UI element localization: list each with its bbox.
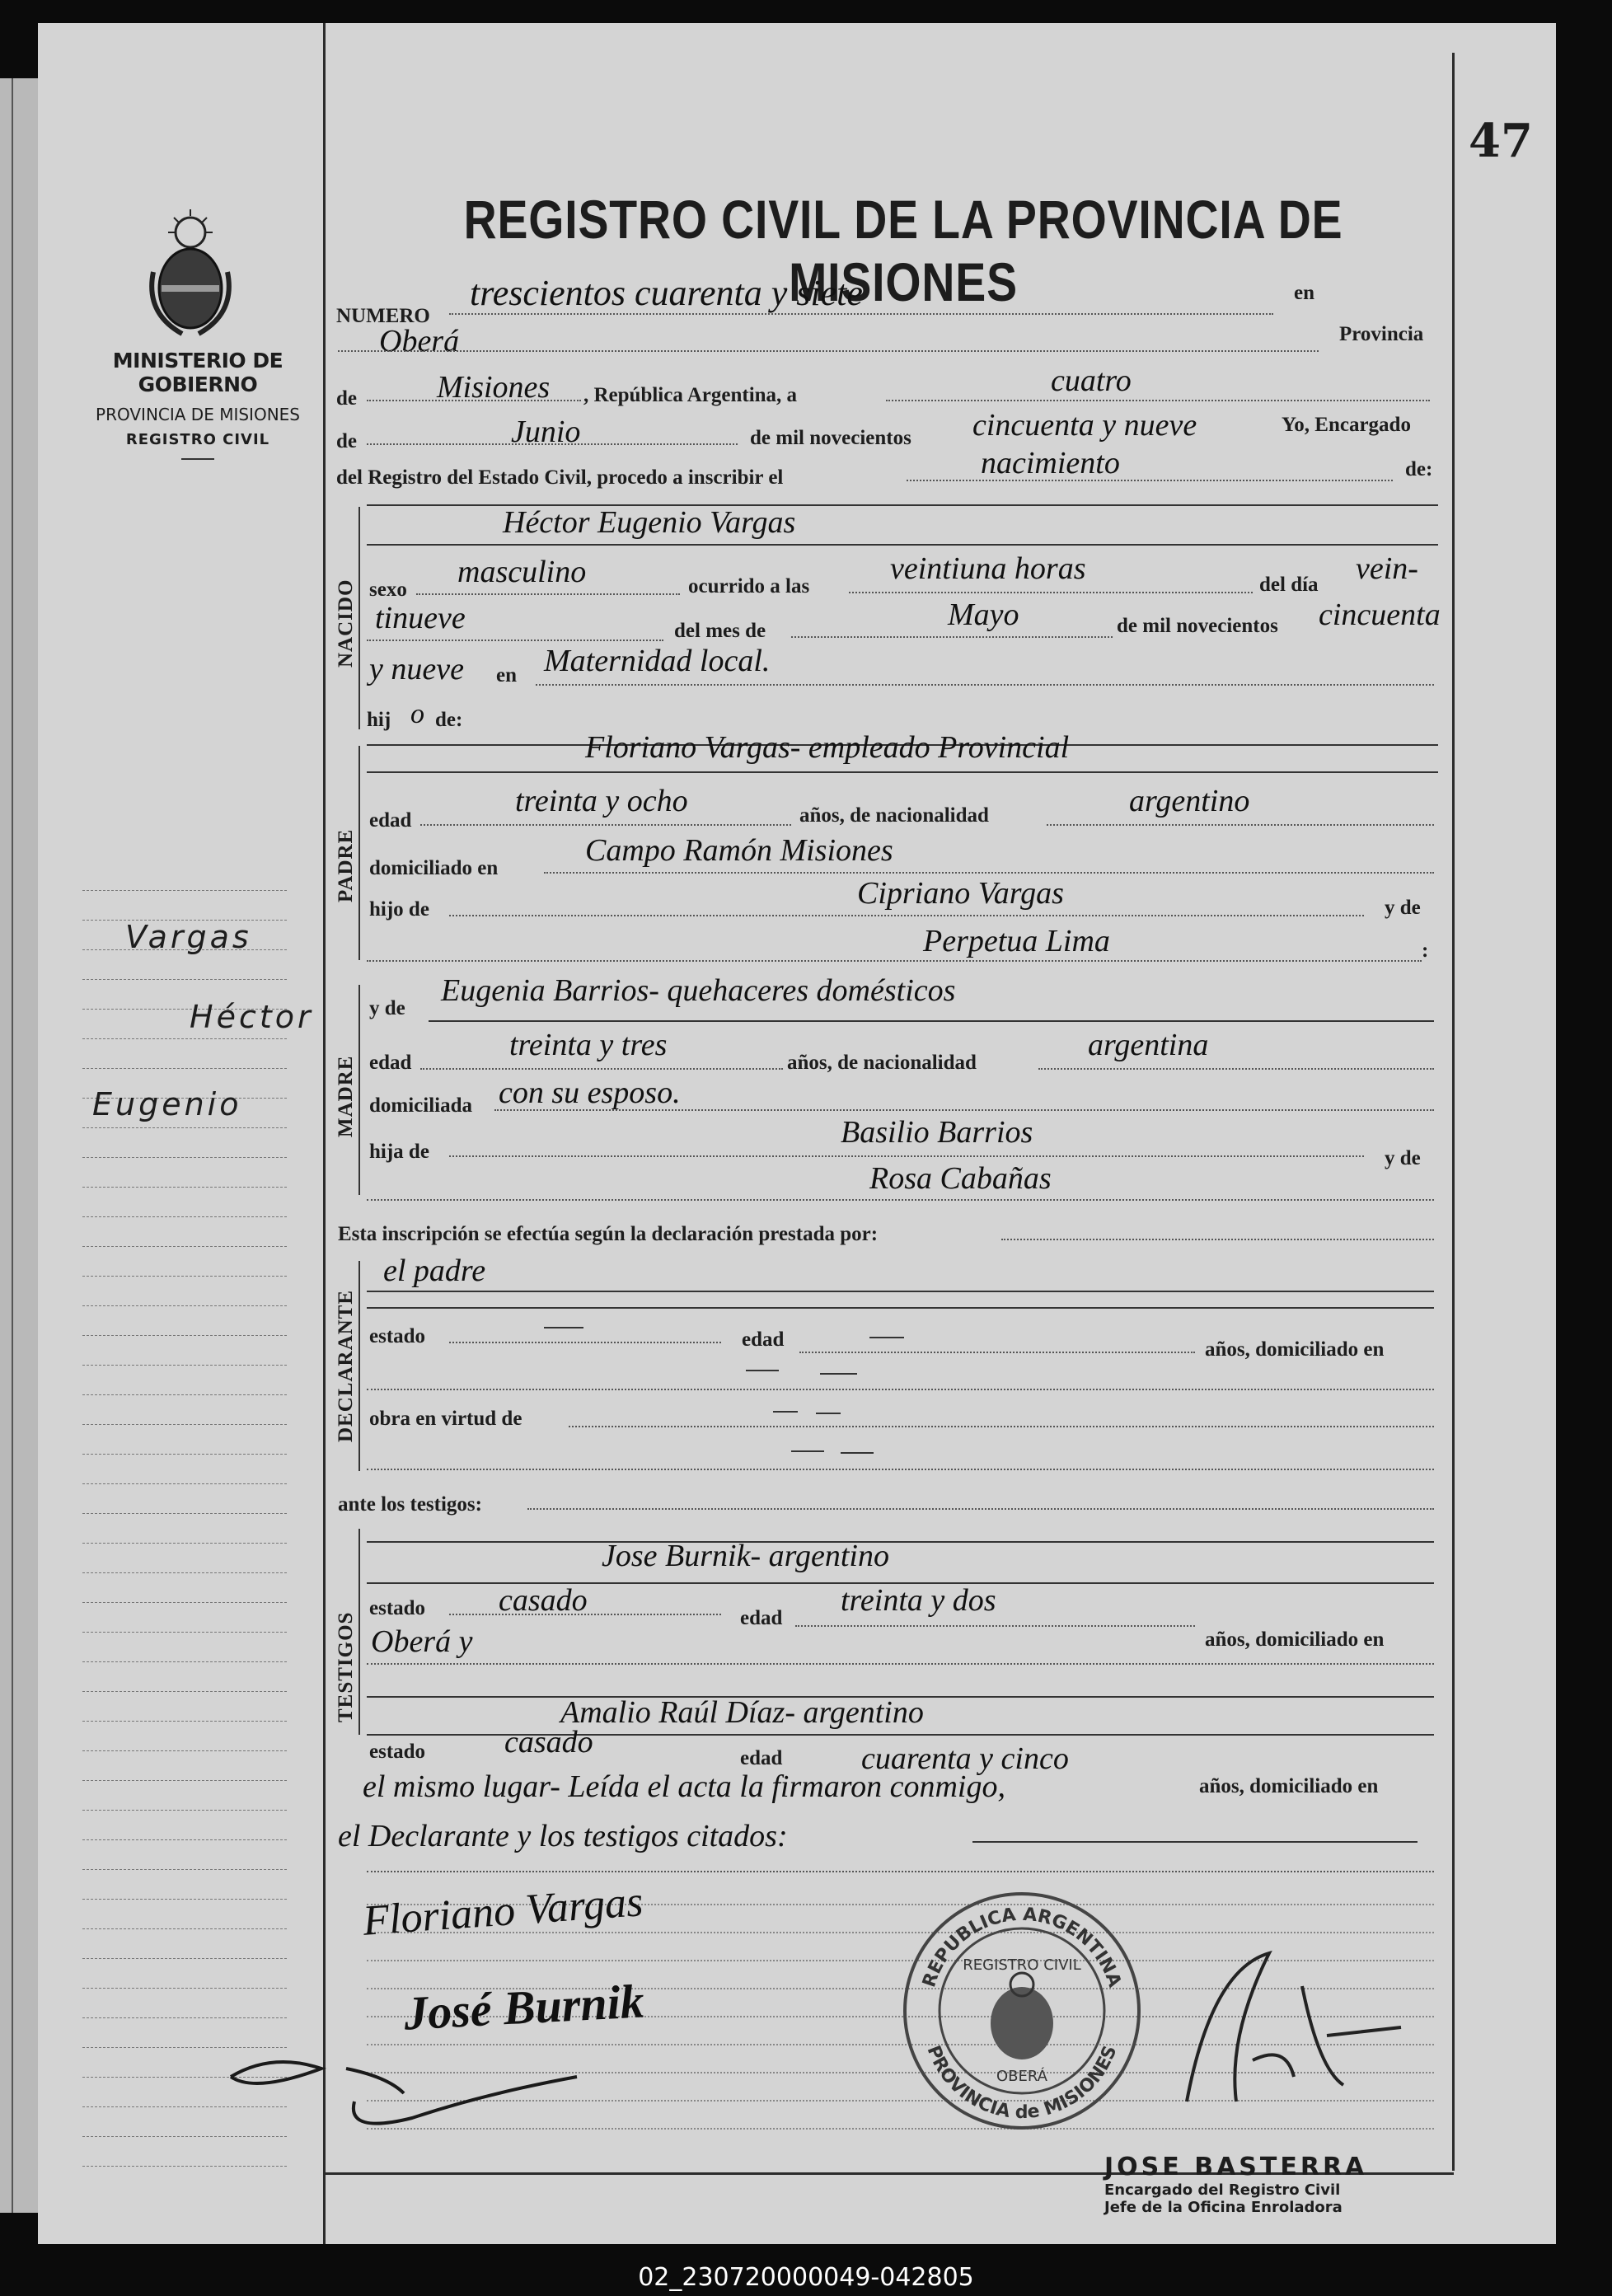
padre-madre-de: Perpetua Lima bbox=[923, 924, 1110, 958]
declarante-section-label: DECLARANTE bbox=[335, 1289, 357, 1442]
t1-domicilio: Oberá y bbox=[371, 1624, 473, 1659]
madre-anos-label: años, de nacionalidad bbox=[787, 1052, 977, 1074]
margin-ruled-line bbox=[82, 1661, 287, 1662]
del-mes-label: del mes de bbox=[674, 620, 766, 642]
republica-label: , República Argentina, a bbox=[583, 384, 798, 406]
sexo-label: sexo bbox=[369, 579, 407, 601]
margin-surname: Vargas bbox=[125, 919, 252, 955]
en-label: en bbox=[1294, 282, 1314, 304]
margin-ruled-line bbox=[82, 1869, 287, 1870]
official-title1: Encargado del Registro Civil bbox=[1104, 2181, 1341, 2199]
de-label-2: de bbox=[336, 430, 357, 452]
yo-encargado-label: Yo, Encargado bbox=[1282, 414, 1411, 436]
hijo-value: o bbox=[410, 699, 424, 729]
margin-ruled-line bbox=[82, 1483, 287, 1484]
ministry-header bbox=[58, 349, 338, 460]
margin-ruled-line bbox=[82, 1246, 287, 1247]
padre-padre-de: Cipriano Vargas bbox=[857, 876, 1064, 911]
stamp-inner: REGISTRO CIVIL bbox=[963, 1956, 1081, 1974]
margin-ruled-line bbox=[82, 1839, 287, 1840]
del-registro-label: del Registro del Estado Civil, procedo a inscribir el bbox=[336, 466, 784, 489]
day-value: cuatro bbox=[1051, 363, 1132, 398]
lugar-value: Maternidad local. bbox=[544, 644, 771, 678]
margin-ruled-line bbox=[82, 1780, 287, 1781]
t2-edad-value: cuarenta y cinco bbox=[861, 1741, 1069, 1776]
nacido-name: Héctor Eugenio Vargas bbox=[503, 505, 796, 540]
margin-given1: Héctor bbox=[190, 999, 314, 1035]
official-title2: Jefe de la Oficina Enroladora bbox=[1104, 2199, 1343, 2216]
year-value: cincuenta y nueve bbox=[972, 408, 1197, 443]
margin-ruled-line bbox=[82, 1691, 287, 1692]
t1-edad-value: treinta y dos bbox=[841, 1583, 996, 1618]
t1-estado-value: casado bbox=[499, 1583, 588, 1618]
year-value-b: y nueve bbox=[369, 652, 464, 686]
margin-ruled-line bbox=[82, 1335, 287, 1336]
t2-edad-label: edad bbox=[740, 1747, 783, 1769]
hijo-de-label: de: bbox=[435, 709, 463, 731]
ocurrido-label: ocurrido a las bbox=[688, 575, 810, 597]
dia-value-a: vein- bbox=[1356, 551, 1418, 586]
madre-domicilio-label: domiciliada bbox=[369, 1094, 473, 1117]
t1-estado-label: estado bbox=[369, 1597, 426, 1619]
madre-padre-de: Basilio Barrios bbox=[841, 1115, 1033, 1150]
margin-ruled-line bbox=[82, 1602, 287, 1603]
margin-ruled-line bbox=[82, 2017, 287, 2018]
mil-novecientos-label: de mil novecientos bbox=[750, 427, 911, 449]
margin-given2: Eugenio bbox=[92, 1086, 242, 1122]
padre-anos-label: años, de nacionalidad bbox=[799, 804, 989, 827]
margin-ruled-line bbox=[82, 1068, 287, 1069]
margin-ruled-line bbox=[82, 979, 287, 980]
margin-ruled-line bbox=[82, 1365, 287, 1366]
signature-burnik: José Burnik bbox=[402, 1974, 646, 2041]
form-title: REGISTRO CIVIL DE LA PROVINCIA DE MISIONES bbox=[463, 189, 1343, 312]
margin-ruled-line bbox=[82, 2166, 287, 2167]
page-number: 47 bbox=[1469, 114, 1533, 168]
closing-text: el Declarante y los testigos citados: bbox=[338, 1819, 788, 1853]
act-value: nacimiento bbox=[981, 446, 1120, 480]
year-value-a: cincuenta bbox=[1319, 597, 1441, 632]
numero-value: trescientos cuarenta y siete bbox=[470, 273, 863, 313]
padre-domicilio-label: domiciliado en bbox=[369, 857, 499, 879]
margin-ruled-line bbox=[82, 1424, 287, 1425]
madre-y-de-label: y de bbox=[369, 997, 405, 1019]
declarante-estado-label: estado bbox=[369, 1325, 426, 1347]
province-value: Misiones bbox=[437, 370, 551, 405]
testigo2-name: Amalio Raúl Díaz- argentino bbox=[560, 1695, 924, 1730]
t1-anos-label: años, domiciliado en bbox=[1205, 1628, 1385, 1651]
madre-name: Eugenia Barrios- quehaceres domésticos bbox=[441, 973, 956, 1008]
stamp-outer-top: REPUBLICA ARGENTINA bbox=[919, 1904, 1125, 1990]
margin-ruled-line bbox=[82, 1394, 287, 1395]
madre-edad-label: edad bbox=[369, 1052, 412, 1074]
testigos-section-label: TESTIGOS bbox=[335, 1611, 357, 1722]
ministry-line3: REGISTRO CIVIL bbox=[125, 431, 270, 448]
margin-ruled-line bbox=[82, 1572, 287, 1573]
signature-floriano: Floriano Vargas bbox=[361, 1878, 645, 1945]
declarante-value: el padre bbox=[383, 1253, 486, 1288]
month-value: Junio bbox=[511, 415, 581, 449]
padre-name: Floriano Vargas- empleado Provincial bbox=[585, 730, 1070, 765]
madre-domicilio-value: con su esposo. bbox=[499, 1075, 681, 1110]
margin-ruled-line bbox=[82, 1750, 287, 1751]
del-dia-label: del día bbox=[1259, 574, 1319, 596]
padre-edad-value: treinta y ocho bbox=[515, 784, 688, 818]
margin-ruled-line bbox=[82, 1928, 287, 1929]
t2-domicilio: el mismo lugar- Leída el acta la firmaron conmigo, bbox=[363, 1769, 1005, 1804]
margin-ruled-line bbox=[82, 1127, 287, 1128]
madre-y-de-label-2: y de bbox=[1385, 1147, 1421, 1169]
margin-ruled-line bbox=[82, 1276, 287, 1277]
margin-ruled-line bbox=[82, 1216, 287, 1217]
de-colon-label: de: bbox=[1405, 458, 1433, 480]
madre-nacionalidad: argentina bbox=[1088, 1028, 1209, 1062]
margin-ruled-line bbox=[82, 1543, 287, 1544]
numero-label: NUMERO bbox=[336, 305, 430, 327]
place-value: Oberá bbox=[379, 324, 460, 358]
signature-official-scribble bbox=[1162, 1937, 1409, 2118]
register-page bbox=[38, 23, 1556, 2244]
mil-novecientos-label-2: de mil novecientos bbox=[1117, 615, 1278, 637]
margin-ruled-line bbox=[82, 890, 287, 891]
madre-section-label: MADRE bbox=[335, 1055, 357, 1137]
civil-registry-stamp bbox=[898, 1887, 1146, 2134]
margin-ruled-line bbox=[82, 1810, 287, 1811]
nacido-en-label: en bbox=[496, 664, 517, 686]
margin-ruled-line bbox=[82, 1513, 287, 1514]
padre-edad-label: edad bbox=[369, 809, 412, 832]
ministry-line2: PROVINCIA DE MISIONES bbox=[96, 405, 300, 424]
margin-ruled-line bbox=[82, 1305, 287, 1306]
margin-ruled-line bbox=[82, 1958, 287, 1959]
obra-label: obra en virtud de bbox=[369, 1408, 522, 1430]
mes-value: Mayo bbox=[948, 597, 1019, 632]
margin-ruled-line bbox=[82, 1157, 287, 1158]
stamp-city: OBERÁ bbox=[996, 2068, 1047, 2085]
dia-value-b: tinueve bbox=[375, 601, 466, 635]
margin-ruled-line bbox=[82, 1988, 287, 1989]
margin-ruled-line bbox=[82, 1187, 287, 1188]
padre-nacionalidad: argentino bbox=[1129, 784, 1250, 818]
coat-of-arms-icon bbox=[145, 206, 236, 338]
testigos-label: ante los testigos: bbox=[338, 1493, 482, 1516]
declarante-edad-label: edad bbox=[742, 1328, 785, 1351]
nacido-section-label: NACIDO bbox=[335, 579, 357, 668]
margin-ruled-line bbox=[82, 1454, 287, 1455]
margin-ruled-line bbox=[82, 1038, 287, 1039]
sexo-value: masculino bbox=[457, 555, 587, 589]
official-name: JOSE BASTERRA bbox=[1104, 2153, 1368, 2181]
de-label-1: de bbox=[336, 387, 357, 410]
official-block bbox=[1104, 2153, 1367, 2216]
left-page-edge bbox=[0, 78, 40, 2213]
margin-ruled-line bbox=[82, 1632, 287, 1633]
inscripcion-label: Esta inscripción se efectúa según la declaración prestada por: bbox=[338, 1223, 879, 1245]
padre-hijo-de-label: hijo de bbox=[369, 898, 429, 921]
padre-y-de-label: y de bbox=[1385, 897, 1421, 919]
padre-domicilio-value: Campo Ramón Misiones bbox=[585, 833, 893, 868]
ministry-line1: MINISTERIO DE GOBIERNO bbox=[112, 349, 284, 396]
t2-anos-label: años, domiciliado en bbox=[1199, 1775, 1379, 1797]
padre-colon: : bbox=[1422, 939, 1429, 962]
right-border-rule bbox=[1452, 53, 1455, 2171]
t2-estado-value: casado bbox=[504, 1725, 593, 1759]
madre-edad-value: treinta y tres bbox=[509, 1028, 668, 1062]
padre-section-label: PADRE bbox=[335, 828, 357, 902]
madre-hija-de-label: hija de bbox=[369, 1141, 429, 1163]
testigo1-name: Jose Burnik- argentino bbox=[602, 1539, 889, 1573]
signature-scribble-diaz bbox=[223, 2044, 602, 2143]
madre-madre-de: Rosa Cabañas bbox=[869, 1161, 1052, 1196]
provincia-label: Provincia bbox=[1339, 323, 1424, 345]
t2-estado-label: estado bbox=[369, 1741, 426, 1763]
image-caption: 02_230720000049-042805 bbox=[638, 2263, 974, 2292]
t1-edad-label: edad bbox=[740, 1607, 783, 1629]
stamp-outer-bottom: PROVINCIA de MISIONES bbox=[922, 2042, 1122, 2124]
margin-ruled-line bbox=[82, 1721, 287, 1722]
hijo-label: hij bbox=[367, 709, 391, 731]
declarante-anos-label: años, domiciliado en bbox=[1205, 1338, 1385, 1361]
margin-ruled-line bbox=[82, 1899, 287, 1900]
hora-value: veintiuna horas bbox=[890, 551, 1086, 586]
